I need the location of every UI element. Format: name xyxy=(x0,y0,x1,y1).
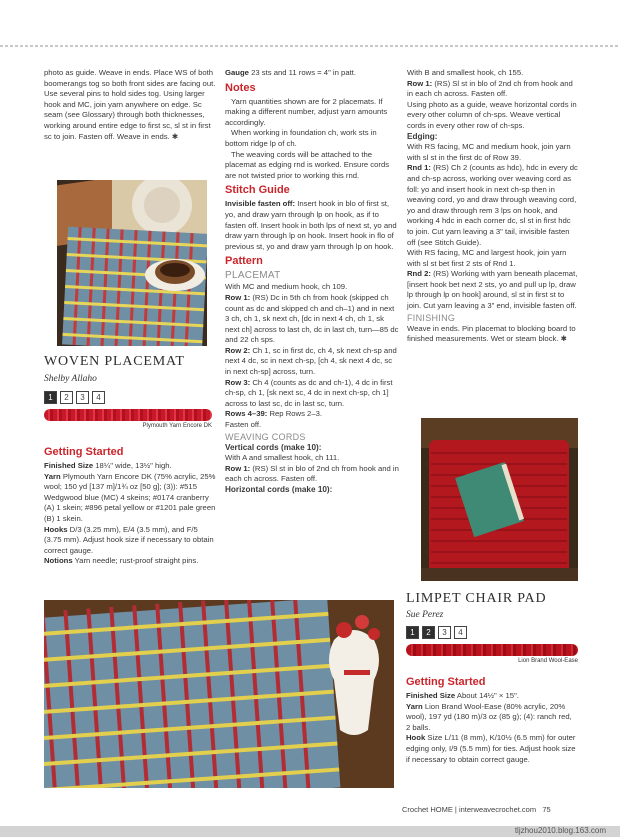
limpet-yarn xyxy=(406,702,578,734)
woven-yarn-swatch xyxy=(44,409,212,421)
notes-heading: Notes xyxy=(225,81,256,94)
watermark: tljzhou2010.blog.163.com xyxy=(514,826,606,835)
woven-finished-size xyxy=(44,461,216,472)
woven-yarn xyxy=(44,472,216,525)
horizontal-cords-after: Using photo as a guide, weave horizontal cords in every other column of ch-sps. Weave vertical cords in every other row of ch-sps. xyxy=(407,99,577,130)
note-2: When working in foundation ch, work sts in bottom ridge lp of ch. xyxy=(225,128,377,148)
limpet-chair-pad-title: LIMPET CHAIR PAD xyxy=(406,591,547,606)
label: Rnd 1: xyxy=(407,163,431,173)
value: D/3 (3.25 mm), E/4 (3.5 mm), and F/5 (3.75 mm). Adjust hook size if necessary to obtain correct gauge. xyxy=(44,524,214,555)
rnd-1 xyxy=(407,163,579,248)
skill-level-4: 4 xyxy=(454,626,467,639)
value: Ch 4 (counts as dc and ch-1), 4 dc in first ch-sp, ch 1, [sk next sc, 4 dc in next ch-sp, ch 1] across to last sc, dc in last sc, turn. xyxy=(225,377,393,408)
column-3 xyxy=(407,68,579,345)
label: Row 2: xyxy=(225,345,251,355)
limpet-finished-size xyxy=(406,691,578,702)
woven-placemat-title: WOVEN PLACEMAT xyxy=(44,354,185,369)
placemat-intro: With MC and medium hook, ch 109. xyxy=(225,282,348,292)
label: Rnd 2: xyxy=(407,269,431,279)
skill-level-2: 2 xyxy=(60,391,73,404)
note-1: Yarn quantities shown are for 2 placemats. If making a different number, adjust yarn amounts accordingly. xyxy=(225,96,388,127)
label: Notions xyxy=(44,556,73,566)
limpet-getting-started-heading: Getting Started xyxy=(406,676,486,688)
edging-intro: With RS facing, MC and medium hook, join yarn with sl st in the first dc of Row 39. xyxy=(407,142,571,162)
label: Hooks xyxy=(44,524,68,534)
limpet-skill-levels xyxy=(406,626,467,639)
value: (RS) Sl st in blo of 2nd ch from hook and in each ch across. Fasten off. xyxy=(407,78,573,99)
skill-level-1: 1 xyxy=(406,626,419,639)
limpet-chair-pad-designer: Sue Perez xyxy=(406,610,444,620)
weaving-cords-subheading: WEAVING CORDS xyxy=(225,431,306,442)
woven-getting-started-heading: Getting Started xyxy=(44,446,124,458)
value: (RS) Dc in 5th ch from hook (skipped ch count as dc and skipped ch and ch–1) and in next 3 ch, ch 1, sk next ch, [dc in next 4 ch, ch 1, sk next ch] across to last ch, dc in last ch, turn—85 dc and 22 ch sps. xyxy=(225,292,399,345)
value: Lion Brand Wool-Ease (80% acrylic, 20% wool), 197 yd (180 m)/3 oz (85 g); (4): ranch red, 2 balls. xyxy=(406,701,572,732)
finishing-subheading: FINISHING xyxy=(407,312,456,323)
page-footer xyxy=(402,805,551,814)
row-2 xyxy=(225,346,399,378)
skill-level-3: 3 xyxy=(76,391,89,404)
footer-text: Crochet HOME | interweavecrochet.com xyxy=(402,805,537,814)
edging-heading: Edging: xyxy=(407,131,438,141)
woven-placemat-photo-svg xyxy=(57,180,207,346)
row-3 xyxy=(225,378,399,410)
value: Yarn needle; rust-proof straight pins. xyxy=(74,556,199,566)
gauge xyxy=(225,68,399,79)
value: (RS) Sl st in blo of 2nd ch from hook and in each ch across. Fasten off. xyxy=(225,463,399,484)
column-2 xyxy=(225,68,399,496)
value: 23 sts and 11 rows = 4" in patt. xyxy=(251,68,357,77)
skill-level-3: 3 xyxy=(438,626,451,639)
pattern-heading: Pattern xyxy=(225,255,263,268)
value: About 14½" × 15". xyxy=(456,691,519,700)
label: Yarn xyxy=(44,471,61,481)
limpet-yarn-swatch xyxy=(406,644,578,656)
chair-pad-photo-svg xyxy=(421,418,578,581)
label: Row 3: xyxy=(225,377,251,387)
large-placemat-photo-svg xyxy=(44,600,394,788)
stitch-guide-heading: Stitch Guide xyxy=(225,184,290,197)
value: (RS) Working with yarn beneath placemat, [insert hook bet next 2 sts, yo and pull up lp, draw lp through lp on hook] around, sl st in first st to join. Cut yarn leaving a 3" end, invisible fasten off. xyxy=(407,269,578,311)
intro-paragraph: photo as guide. Weave in ends. Place WS of both boomerangs tog so both front sides are facing out. Use several pins to hold sides tog. Using larger hook and MC, join yarn anywhere on edge. Sc seam (see Glossary) through both thicknesses, working around entire edge to first sc, sl st in first sc to join. Fasten off. Weave in ends. ✱ xyxy=(44,68,216,141)
value: Ch 1, sc in first dc, ch 4, sk next ch-sp and next 4 dc, sc in next ch-sp, [ch 4, sk next 4 dc, sc in next ch-sp] across, turn. xyxy=(225,345,397,377)
value: Rep Rows 2–3. xyxy=(269,409,323,419)
woven-placemat-photo xyxy=(57,180,207,346)
value: Size L/11 (8 mm), K/10½ (6.5 mm) for outer edging only, I/9 (5.5 mm) for ties. Adjust hook size if necessary to obtain correct gauge. xyxy=(406,733,576,764)
row-1 xyxy=(225,293,399,346)
chair-pad-photo xyxy=(421,418,578,581)
placemat-subheading: PLACEMAT xyxy=(225,270,281,282)
top-dotted-rule xyxy=(0,45,620,47)
label: Yarn xyxy=(406,701,423,711)
value: Plymouth Yarn Encore DK (75% acrylic, 25% wool; 150 yd [137 m]/1¾ oz [50 g]; (3)): #515 Wedgwood blue (MC) 4 skeins; #0174 cranberry (A) 1 skein; #896 petal yellow or #1201 pale green (B) 1 skein. xyxy=(44,471,216,523)
label: Finished Size xyxy=(44,461,94,470)
woven-yarn-label: Plymouth Yarn Encore DK xyxy=(142,423,212,429)
rows-4-39 xyxy=(225,409,399,420)
vertical-cords-heading: Vertical cords (make 10): xyxy=(225,442,322,452)
horizontal-cords-heading: Horizontal cords (make 10): xyxy=(225,485,333,494)
label: Row 1: xyxy=(225,292,251,302)
value: (RS) Ch 2 (counts as hdc), hdc in every dc and ch-sp across, working over weaving cord as foll: yo and insert hook in next ch-sp then in weaving cord, yo and draw through weaving cord, yo and draw through rem 3 lps on hook, and working 4 hdc in each corner dc, sl st in first hdc to join. Cut yarn leaving a 3" tail, invisible fasten off (see Stitch Guide). xyxy=(407,163,578,247)
rnd-2-intro: With RS facing, MC and largest hook, join yarn with sl st bet first 2 sts of Rnd 1. xyxy=(407,248,567,268)
woven-skill-levels xyxy=(44,391,105,404)
label: Gauge xyxy=(225,68,249,77)
skill-level-2: 2 xyxy=(422,626,435,639)
woven-hooks xyxy=(44,525,216,557)
skill-level-4: 4 xyxy=(92,391,105,404)
label: Row 1: xyxy=(407,78,433,88)
value: 18¼" wide, 13½" high. xyxy=(95,461,172,470)
label: Hook xyxy=(406,733,426,743)
woven-notions xyxy=(44,556,216,567)
label: Invisible fasten off: xyxy=(225,199,296,209)
woven-getting-started xyxy=(44,443,216,567)
vertical-cords-row1 xyxy=(225,464,399,485)
rows-fasten: Fasten off. xyxy=(225,420,262,430)
horizontal-cords-row1 xyxy=(407,79,579,100)
limpet-yarn-label: Lion Brand Wool-Ease xyxy=(518,658,578,664)
large-placemat-photo xyxy=(44,600,394,788)
label: Rows 4–39: xyxy=(225,409,268,419)
label: Row 1: xyxy=(225,463,251,473)
rnd-2 xyxy=(407,269,579,311)
value: Insert hook in blo of first st, yo, and draw yarn through lp on hook, as if to fasten off. Insert hook in both lps of next st, yo and draw yarn through lp on hook. Insert hook in flo of previous st, yo and draw yarn through lp on hook. xyxy=(225,199,397,251)
limpet-getting-started xyxy=(406,673,578,765)
page-number: 75 xyxy=(542,805,551,814)
woven-placemat-designer: Shelby Allaho xyxy=(44,374,97,384)
finishing-text: Weave in ends. Pin placemat to blocking board to finished measurements. Wet or steam block. ✱ xyxy=(407,323,576,344)
limpet-hook xyxy=(406,733,578,765)
label: Finished Size xyxy=(406,691,456,700)
column-1-intro xyxy=(44,68,219,142)
horizontal-cords-text: With B and smallest hook, ch 155. xyxy=(407,68,524,77)
stitch-guide xyxy=(225,199,399,252)
skill-level-1: 1 xyxy=(44,391,57,404)
note-3: The weaving cords will be attached to the placemat as edging rnd is worked. Ensure cords are not twisted prior to working this rnd. xyxy=(225,149,390,180)
vertical-cords-text: With A and smallest hook, ch 111. xyxy=(225,453,340,463)
